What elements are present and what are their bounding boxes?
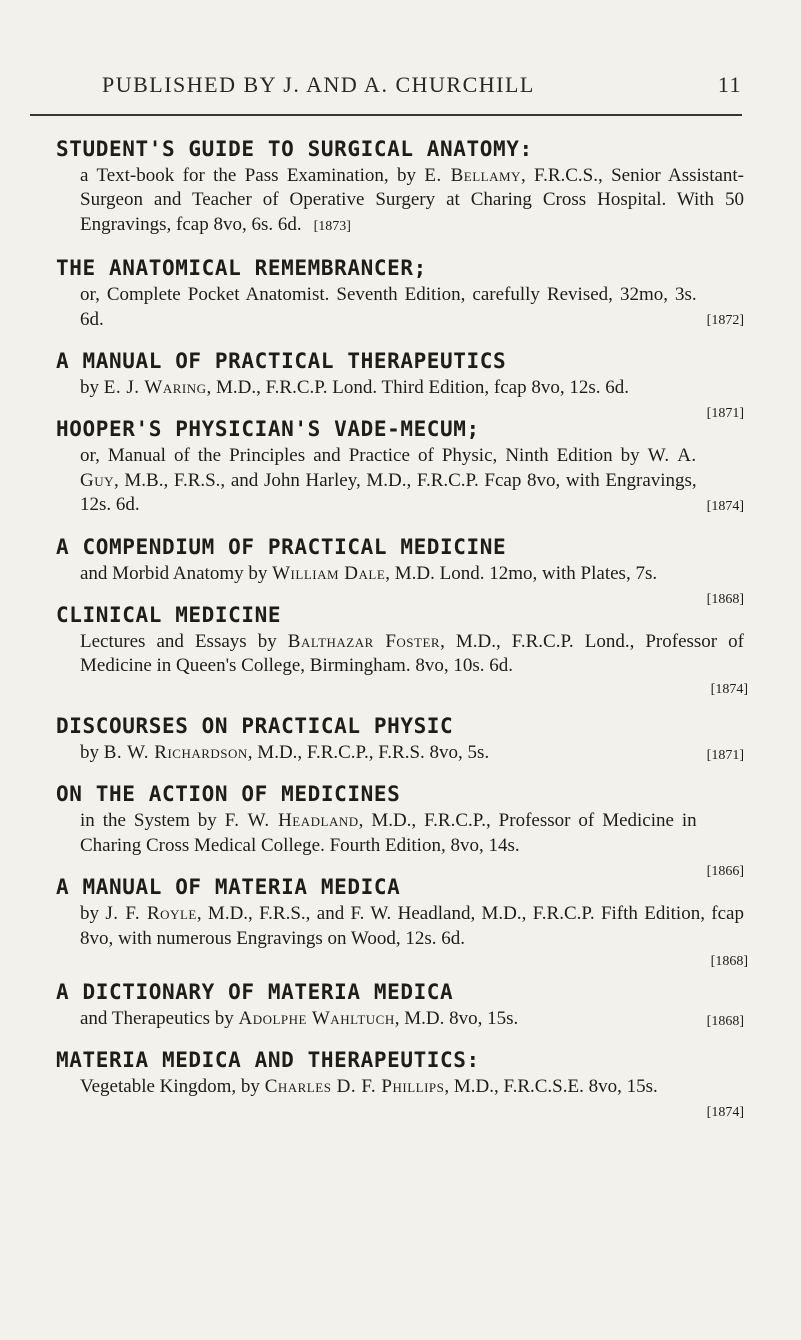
entry-title: ON THE ACTION OF MEDICINES <box>56 782 401 807</box>
entry-author: E. Bellamy <box>424 165 521 186</box>
entry-title: A MANUAL OF PRACTICAL THERAPEUTICS <box>56 349 507 374</box>
entry-title: THE ANATOMICAL REMEMBRANCER; <box>56 256 427 281</box>
entry-author: Charles D. F. Phillips <box>264 1076 445 1098</box>
entry-title: A DICTIONARY OF MATERIA MEDICA <box>56 979 454 1004</box>
entry-description: a Text-book for the Pass Examination, by E. Bellamy, F.R.C.S., Senior Assistant-Surgeon and Teacher of Operative Surgery at Charing Cross Hospital. With 50 Engravings, fcap 8vo, 6s. 6d. [1873] <box>80 165 745 235</box>
entry-title: HOOPER'S PHYSICIAN'S VADE-MECUM; <box>56 417 480 442</box>
entry-year: [1871] <box>706 406 744 422</box>
entry-author: Balthazar Foster <box>287 631 441 653</box>
entry-description: [1871] by B. W. Richardson, M.D., F.R.C.P., F.R.S. 8vo, 5s. <box>56 741 748 765</box>
running-head <box>30 72 742 102</box>
entry-author: B. W. Richardson <box>103 741 248 763</box>
entry-description: [1874] or, Manual of the Principles and Practice of Physic, Ninth Edition by W. A. Guy, M.B., F.R.S., and John Harley, M.D., F.R.C.P. Fcap 8vo, with Engravings, 12s. 6d. <box>56 444 748 517</box>
catalogue-entry <box>56 779 748 880</box>
catalogue-entry <box>56 600 748 701</box>
entry-year: [1873] <box>313 218 351 234</box>
entry-title: DISCOURSES ON PRACTICAL PHYSIC <box>56 713 454 738</box>
catalogue-entry <box>56 414 748 517</box>
entry-title: STUDENT'S GUIDE TO SURGICAL ANATOMY: <box>56 137 533 161</box>
catalogue-entry <box>56 134 748 239</box>
entry-description: [1868] and Therapeutics by Adolphe Wahltuch, M.D. 8vo, 15s. <box>56 1007 748 1031</box>
catalogue-entry <box>56 532 748 607</box>
entry-title: CLINICAL MEDICINE <box>56 603 282 628</box>
entry-title: A MANUAL OF MATERIA MEDICA <box>56 875 401 900</box>
entry-author: Adolphe Wahltuch <box>238 1007 395 1029</box>
entry-description: [1871] by E. J. Waring, M.D., F.R.C.P. Lond. Third Edition, fcap 8vo, 12s. 6d. <box>56 376 748 400</box>
entry-year: [1868] <box>706 591 744 607</box>
entry-title: MATERIA MEDICA AND THERAPEUTICS: <box>56 1048 480 1073</box>
catalogue-entry <box>56 253 748 332</box>
entry-description: [1868] and Morbid Anatomy by William Dale, M.D. Lond. 12mo, with Plates, 7s. <box>56 562 748 586</box>
running-head-publisher: PUBLISHED BY J. AND A. CHURCHILL <box>102 72 535 97</box>
header-rule <box>30 114 742 116</box>
entry-year: [1874] <box>706 499 744 515</box>
entry-year: [1874] <box>710 681 748 697</box>
catalogue-entries <box>56 134 748 1126</box>
catalogue-entry <box>56 346 748 422</box>
entry-description: [1874] Vegetable Kingdom, by Charles D. F. Phillips, M.D., F.R.C.S.E. 8vo, 15s. <box>56 1075 748 1099</box>
entry-title: A COMPENDIUM OF PRACTICAL MEDICINE <box>56 534 507 559</box>
entry-description: Lectures and Essays by Balthazar Foster, M.D., F.R.C.P. Lond., Professor of Medicine in Queen's College, Birmingham. 8vo, 10s. 6d. <box>80 631 745 677</box>
entry-author: W. A. Guy <box>80 445 697 491</box>
entry-year: [1872] <box>706 313 744 329</box>
catalogue-entry <box>56 1045 748 1121</box>
catalogue-entry <box>56 711 748 765</box>
entry-description: [1866] in the System by F. W. Headland, M.D., F.R.C.P., Professor of Medicine in Charing Cross Medical College. Fourth Edition, 8vo, 14s. <box>56 809 748 858</box>
entry-year: [1874] <box>706 1105 744 1121</box>
entry-author: J. F. Royle <box>105 903 197 925</box>
entry-year: [1868] <box>710 953 748 969</box>
entry-year: [1866] <box>706 864 744 880</box>
catalogue-entry <box>56 872 748 973</box>
entry-description: by J. F. Royle, M.D., F.R.S., and F. W. Headland, M.D., F.R.C.P. Fifth Edition, fcap 8vo, with numerous Engravings on Wood, 12s. 6d. <box>80 903 744 949</box>
entry-year: [1868] <box>706 1013 744 1029</box>
entry-author: E. J. Waring <box>103 377 207 399</box>
entry-description: [1872] or, Complete Pocket Anatomist. Seventh Edition, carefully Revised, 32mo, 3s. 6d. <box>56 283 748 332</box>
entry-year: [1871] <box>706 747 744 763</box>
page-number: 11 <box>717 72 742 97</box>
entry-author: William Dale <box>272 562 386 584</box>
entry-author: F. W. Headland <box>224 810 359 832</box>
catalogue-entry <box>56 977 748 1031</box>
